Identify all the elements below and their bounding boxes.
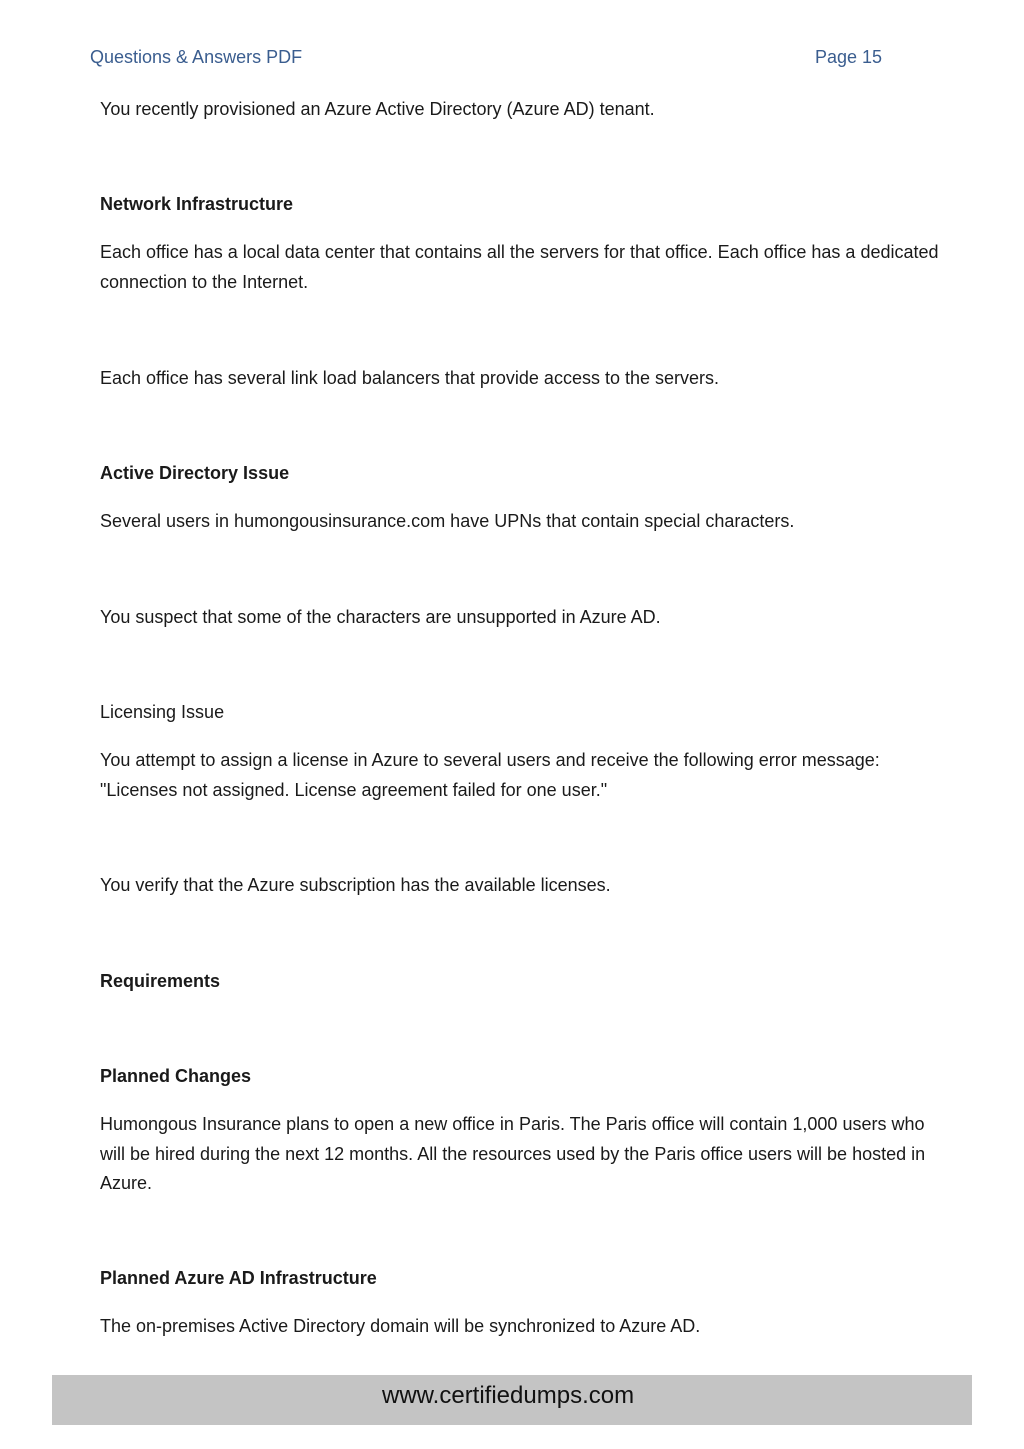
- paragraph-tenant: You recently provisioned an Azure Active Directory (Azure AD) tenant.: [100, 99, 655, 119]
- paragraph-upns: Several users in humongousinsurance.com have UPNs that contain special characters.: [100, 511, 795, 531]
- heading-planned-azure-ad-infrastructure: Planned Azure AD Infrastructure: [100, 1268, 377, 1288]
- heading-licensing-issue: Licensing Issue: [100, 702, 225, 722]
- heading-requirements: Requirements: [100, 971, 221, 991]
- document-title: Questions & Answers PDF: [90, 47, 303, 67]
- paragraph-data-center: Each office has a local data center that contains all the servers for that office. Each office has a dedicated connection to the Internet.: [100, 242, 939, 292]
- page-number: Page 15: [815, 47, 883, 67]
- paragraph-load-balancers: Each office has several link load balancers that provide access to the servers.: [100, 368, 719, 388]
- paragraph-sync: The on-premises Active Directory domain will be synchronized to Azure AD.: [100, 1316, 701, 1336]
- heading-planned-changes: Planned Changes: [100, 1066, 252, 1086]
- heading-active-directory-issue: Active Directory Issue: [100, 463, 290, 483]
- paragraph-license-error: You attempt to assign a license in Azure to several users and receive the following error message: "Licenses not assigned. License agreement failed for one user.": [100, 750, 880, 800]
- footer-website-link[interactable]: www.certifiedumps.com: [382, 1382, 635, 1409]
- paragraph-available-licenses: You verify that the Azure subscription has the available licenses.: [100, 875, 611, 895]
- heading-network-infrastructure: Network Infrastructure: [100, 194, 294, 214]
- page-header: [0, 0, 1024, 80]
- paragraph-unsupported-characters: You suspect that some of the characters are unsupported in Azure AD.: [100, 607, 661, 627]
- paragraph-paris-office: Humongous Insurance plans to open a new office in Paris. The Paris office will contain 1,000 users who will be hired during the next 12 months. All the resources used by the Paris office users will be hosted in Azure.: [100, 1114, 926, 1193]
